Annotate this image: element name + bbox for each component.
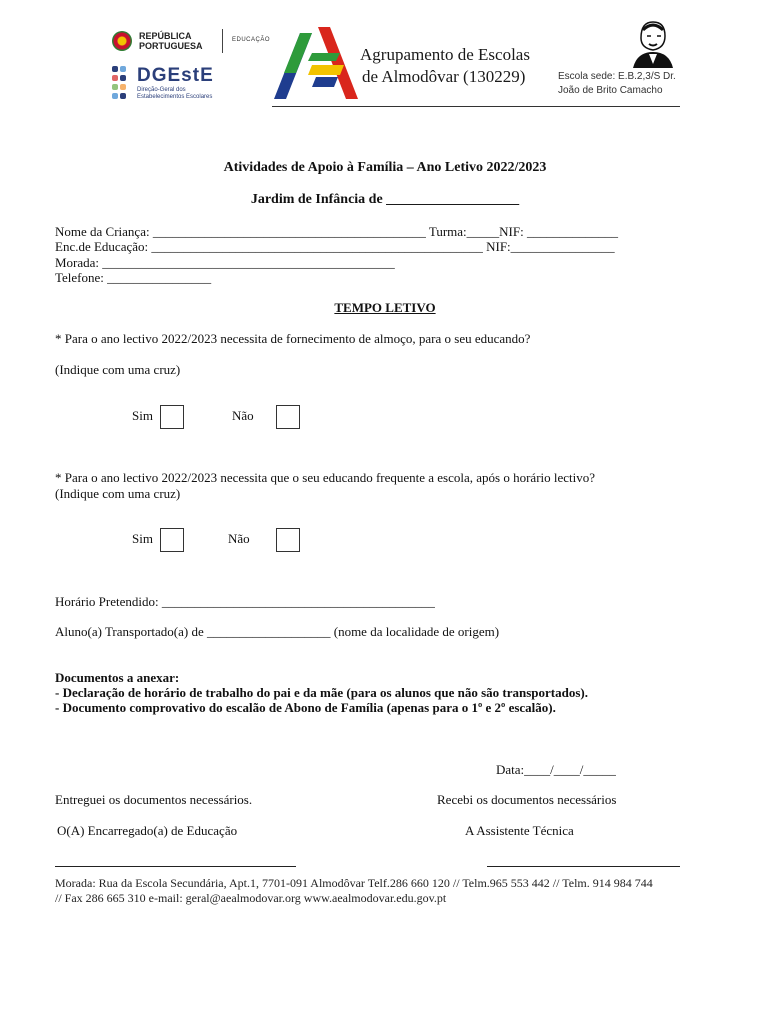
date-field[interactable]: Data:____/____/_____ [496, 762, 616, 777]
assistant-signature-line[interactable] [487, 866, 680, 867]
question-after-hours-hint: (Indique com uma cruz) [55, 486, 181, 501]
q1-nao-checkbox[interactable] [276, 405, 300, 429]
header-rule [272, 106, 680, 107]
dgeste-name: DGEstE [137, 65, 214, 86]
q1-nao-label: Não [232, 408, 254, 423]
jardim-infancia-field[interactable]: Jardim de Infância de ___________________ [250, 192, 520, 207]
republica-line-2: PORTUGUESA [139, 41, 203, 51]
q1-sim-checkbox[interactable] [160, 405, 184, 429]
document-item: - Documento comprovativo do escalão de Abono de Família (apenas para o 1º e 2º escalão). [55, 700, 556, 715]
q2-nao-checkbox[interactable] [276, 528, 300, 552]
school-sede [558, 70, 676, 98]
q2-sim-label: Sim [132, 531, 153, 546]
question-lunch: * Para o ano lectivo 2022/2023 necessita de fornecimento de almoço, para o seu educando? [55, 331, 531, 346]
footer-address: Morada: Rua da Escola Secundária, Apt.1, 7701-091 Almodôvar Telf.286 660 120 // Telm.965 553 442 // Telm. 914 984 744 [55, 876, 653, 890]
dgeste-sub-1: Direção-Geral dos [137, 87, 186, 93]
documents-title: Documentos a anexar: [55, 670, 180, 685]
coat-of-arms-icon [112, 31, 132, 51]
school-sede-line-1: Escola sede: E.B.2,3/S Dr. [558, 71, 676, 82]
page-title: Atividades de Apoio à Família – Ano Letivo 2022/2023 [223, 160, 547, 175]
q1-sim-label: Sim [132, 408, 153, 423]
question-after-hours: * Para o ano lectivo 2022/2023 necessita que o seu educando frequente a escola, após o horário lectivo? [55, 470, 596, 485]
received-docs-label: Recebi os documentos necessários [437, 792, 617, 807]
section-title: TEMPO LETIVO [334, 300, 436, 315]
guardian-field[interactable]: Enc.de Educação: ___________________________________________________ NIF:________________ [55, 239, 615, 254]
address-field[interactable]: Morada: _____________________________________________ [55, 255, 395, 270]
child-name-field[interactable]: Nome da Criança: __________________________________________ Turma:_____NIF: ______________ [55, 224, 618, 239]
document-item: - Declaração de horário de trabalho do pai e da mãe (para os alunos que não são transportados). [55, 685, 589, 700]
educacao-label: EDUCAÇÃO [232, 37, 271, 43]
transport-field[interactable]: Aluno(a) Transportado(a) de ___________________ (nome da localidade de origem) [55, 624, 500, 639]
school-sede-line-2: João de Brito Camacho [558, 85, 663, 96]
dgeste-sub-2: Estabelecimentos Escolares [137, 94, 213, 100]
agrupamento-logo-icon [272, 25, 360, 101]
q2-nao-label: Não [228, 531, 250, 546]
school-name-line-2: de Almodôvar (130229) [362, 67, 526, 86]
guardian-signature-label: O(A) Encarregado(a) de Educação [57, 823, 238, 838]
delivered-docs-label: Entreguei os documentos necessários. [55, 792, 253, 807]
portrait-icon [627, 18, 675, 68]
logo-divider [222, 29, 223, 53]
school-name-line-1: Agrupamento de Escolas [360, 45, 530, 64]
school-name [360, 44, 530, 88]
republica-portuguesa-logo [112, 29, 222, 55]
question-lunch-hint: (Indique com uma cruz) [55, 362, 181, 377]
dgeste-mark-icon [112, 66, 134, 100]
guardian-signature-line[interactable] [55, 866, 296, 867]
dgeste-logo [112, 65, 262, 103]
assistant-signature-label: A Assistente Técnica [465, 823, 574, 838]
phone-field[interactable]: Telefone: ________________ [55, 270, 212, 285]
q2-sim-checkbox[interactable] [160, 528, 184, 552]
republica-line-1: REPÚBLICA [139, 31, 192, 41]
schedule-field[interactable]: Horário Pretendido: __________________________________________ [55, 594, 435, 609]
footer-contacts: // Fax 286 665 310 e-mail: geral@aealmodovar.org www.aealmodovar.edu.gov.pt [55, 891, 447, 905]
